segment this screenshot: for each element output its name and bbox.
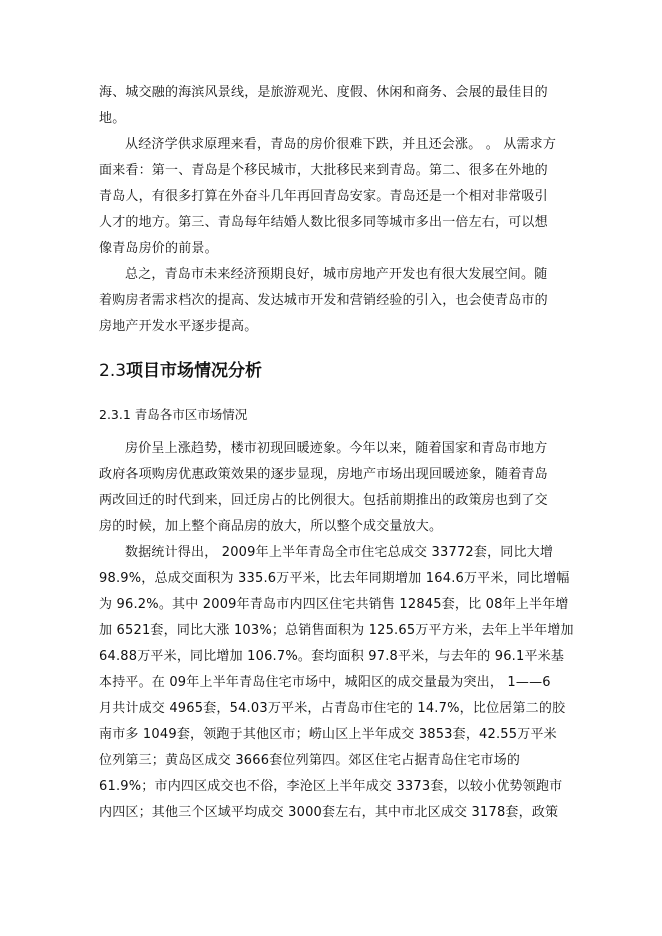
text-line: 南市多 1049套，领跑于其他区市；崂山区上半年成交 3853套，42.55万平米 [99,727,557,742]
text-line: 人才的地方。第三、青岛每年结婚人数比很多同等城市多出一倍左右，可以想 [99,215,548,230]
text-line: 房的时候，加上整个商品房的放大，所以整个成交量放大。 [99,519,443,534]
subsection-title: 青岛各市区市场情况 [134,407,248,422]
text-line: 数据统计得出， 2009年上半年青岛全市住宅总成交 33772套，同比大增 [125,545,554,560]
text-line: 加 6521套，同比大涨 103%；总销售面积为 125.65万平方米，去年上半年增加 [99,623,574,638]
text-line: 房价呈上涨趋势，楼市初现回暖迹象。今年以来，随着国家和青岛市地方 [125,441,548,456]
text-line: 本持平。在 09年上半年青岛住宅市场中，城阳区的成交量最为突出， 1——6 [99,675,551,690]
text-line: 房地产开发水平逐步提高。 [99,319,258,334]
subsection-number: 2.3.1 [99,407,131,422]
section-title: 项目市场情况分析 [126,361,263,381]
document-page [99,80,574,826]
paragraph-summary [99,262,549,340]
text-line: 海、城交融的海滨风景线，是旅游观光、度假、休闲和商务、会展的最佳目的 [99,85,548,100]
text-line: 像青岛房价的前景。 [99,241,218,256]
text-line: 内四区；其他三个区域平均成交 3000套左右，其中市北区成交 3178套，政策 [99,805,559,820]
text-line: 位列第三；黄岛区成交 3666套位列第四。郊区住宅占据青岛住宅市场的 [99,753,521,768]
text-line: 为 96.2%。其中 2009年青岛市内四区住宅共销售 12845套，比 08年上半年增 [99,597,569,612]
paragraph-supply-demand [99,132,557,262]
text-line: 61.9%；市内四区成交也不俗，李沧区上半年成交 3373套，以较小优势领跑市 [99,779,563,794]
text-line: 64.88万平米，同比增加 106.7%。套均面积 97.8平米，与去年的 96.1平米基 [99,649,565,664]
paragraph-price-trend [99,436,549,540]
text-line: 政府各项购房优惠政策效果的逐步显现，房地产市场出现回暖迹象，随着青岛 [99,467,548,482]
text-line: 面来看：第一、青岛是个移民城市，大批移民来到青岛。第二、很多在外地的 [99,163,548,178]
text-line: 98.9%，总成交面积为 335.6万平米，比去年同期增加 164.6万平米，同比增幅 [99,571,570,586]
paragraph-statistics [99,540,574,826]
paragraph-coastline [99,80,549,132]
text-line: 总之，青岛市未来经济预期良好，城市房地产开发也有很大发展空间。随 [125,267,548,282]
text-line: 地。 [99,111,126,126]
text-line: 两改回迁的时代到来，回迁房占的比例很大。包括前期推出的政策房也到了交 [99,493,548,508]
section-number: 2.3 [99,361,127,381]
section-heading [99,358,549,384]
subsection-heading [99,402,549,428]
text-line: 从经济学供求原理来看，青岛的房价很难下跌，并且还会涨。 。 从需求方 [125,137,557,152]
text-line: 着购房者需求档次的提高、发达城市开发和营销经验的引入，也会使青岛市的 [99,293,548,308]
text-line: 青岛人，有很多打算在外奋斗几年再回青岛安家。青岛还是一个相对非常吸引 [99,189,548,204]
text-line: 月共计成交 4965套，54.03万平米，占青岛市住宅的 14.7%，比位居第二的胶 [99,701,566,716]
